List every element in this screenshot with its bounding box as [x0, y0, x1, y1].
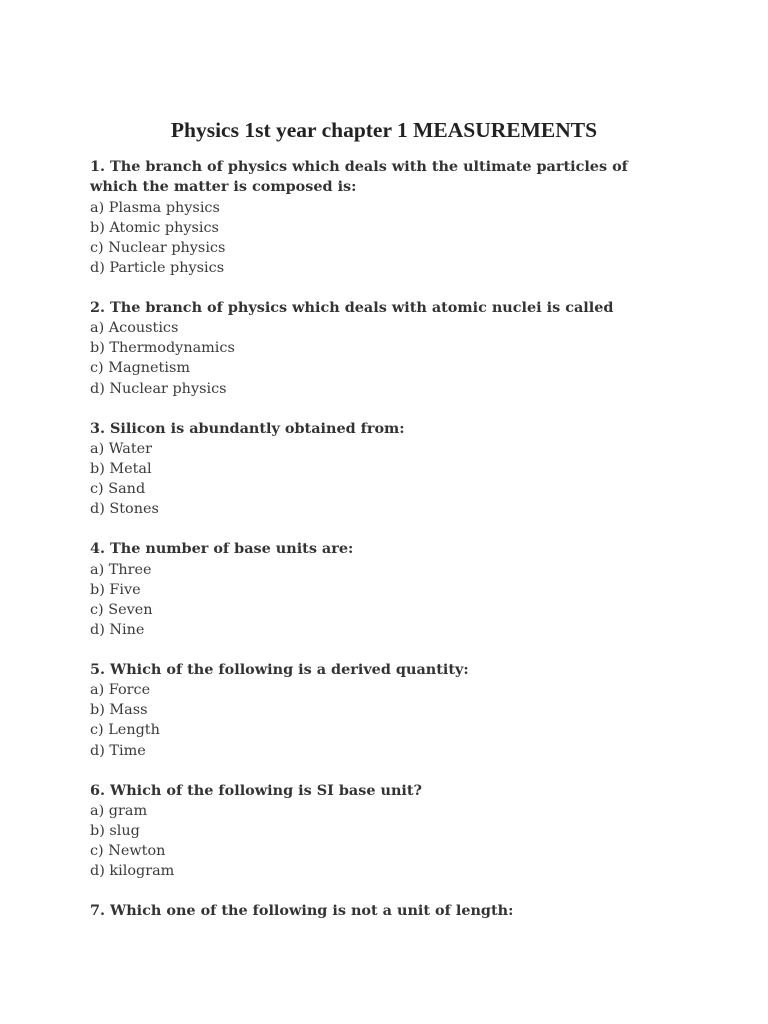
option-d: d) kilogram [90, 863, 175, 880]
option-c: c) Newton [90, 843, 166, 860]
question-list [90, 157, 670, 942]
option-c: c) Nuclear physics [90, 239, 226, 256]
option-d: d) Particle physics [90, 259, 225, 276]
question-text: 6. Which of the following is SI base unit? [90, 781, 422, 799]
option-a: a) Force [90, 682, 151, 699]
question-text: 1. The branch of physics which deals with the ultimate particles of which the matter is composed is: [90, 158, 628, 196]
option-b: b) Mass [90, 702, 148, 719]
option-a: a) gram [90, 802, 148, 819]
question-7 [90, 901, 670, 921]
question-text: 2. The branch of physics which deals with atomic nuclei is called [90, 298, 614, 316]
option-d: d) Time [90, 742, 146, 759]
question-text: 5. Which of the following is a derived quantity: [90, 660, 469, 678]
option-b: b) Atomic physics [90, 219, 219, 236]
option-a: a) Plasma physics [90, 199, 220, 216]
question-text: 7. Which one of the following is not a unit of length: [90, 902, 514, 920]
option-c: c) Seven [90, 601, 153, 618]
question-1 [90, 157, 670, 278]
option-a: a) Water [90, 440, 153, 457]
question-6 [90, 781, 670, 882]
option-d: d) Stones [90, 501, 159, 518]
option-c: c) Length [90, 722, 160, 739]
question-text: 3. Silicon is abundantly obtained from: [90, 419, 405, 437]
option-b: b) slug [90, 823, 140, 840]
option-c: c) Sand [90, 481, 146, 498]
option-a: a) Acoustics [90, 320, 179, 337]
option-d: d) Nine [90, 621, 145, 638]
question-5 [90, 660, 670, 761]
option-d: d) Nuclear physics [90, 380, 227, 397]
page-title: Physics 1st year chapter 1 MEASUREMENTS [170, 118, 598, 142]
question-4 [90, 539, 670, 640]
option-a: a) Three [90, 561, 152, 578]
question-2 [90, 298, 670, 399]
option-c: c) Magnetism [90, 360, 190, 377]
option-b: b) Five [90, 581, 141, 598]
option-b: b) Metal [90, 461, 152, 478]
question-3 [90, 419, 670, 520]
option-b: b) Thermodynamics [90, 340, 235, 357]
question-text: 4. The number of base units are: [90, 540, 354, 558]
